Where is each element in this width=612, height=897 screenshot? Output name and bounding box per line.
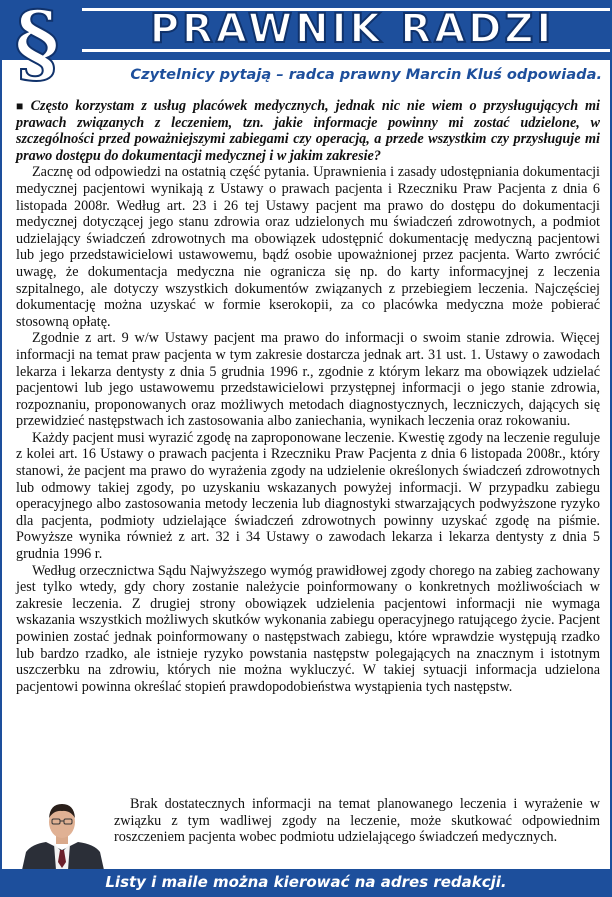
answer-paragraph: Zacznę od odpowiedzi na ostatnią część pytania. Uprawnienia i zasady udostępniania dokumentacji medycznej pacjentowi wynikają z Ustawy o prawach pacjenta i Rzeczniku Praw Pacjenta z dnia 6 listopada 2008r. Według art. 23 i 26 tej Ustawy pacjent ma prawo do dostępu do dokumentacji medycznej dotyczącej jego stanu zdrowia oraz udzielonych mu świadczeń zdrowotnych, a podmiot udzielający świadczeń zdrowotnych ma obowiązek udostępnić dokumentację medyczną pacjentowi lub jego przedstawicielowi ustawowemu, bądź osobie upoważnionej przez pacjenta. Warto zwrócić uwagę, że dokumentacja medyczna nie ogranicza się np. do karty informacyjnej z leczenia szpitalnego, ale dotyczy wszystkich dokumentów związanych z przebiegiem leczenia. Najczęściej dokumentację można uzyskać w formie kserokopii, za co placówka medyczna może pobierać stosowną opłatę. xyxy=(16,164,600,330)
masthead xyxy=(2,2,610,60)
footer-bar xyxy=(2,869,610,895)
closing-block xyxy=(114,796,600,846)
question-text: Często korzystam z usług placówek medycznych, jednak nic nie wiem o przysługujących mi prawach związanych z leczeniem, tzn. jakie informacje powinny mi zostać udzielone, w szczególności przed poważniejszymi zabiegami czy operacją, a przede wszystkim czy przysługuje mi prawo dostępu do dokumentacji medycznej i w jakim zakresie? xyxy=(16,98,600,164)
reader-question xyxy=(16,98,600,164)
section-sign-logo: § xyxy=(14,0,60,94)
footer-note: Listy i maile można kierować na adres redakcji. xyxy=(105,873,507,891)
answer-paragraph: Każdy pacjent musi wyrazić zgodę na zaproponowane leczenie. Kwestię zgody na leczenie reguluje z kolei art. 16 Ustawy o prawach pacjenta i Rzeczniku Praw Pacjenta z dnia 6 listopada 2008r., który stanowi, że pacjent ma prawo do wyrażenia zgody na udzielenie określonych świadczeń zdrowotnych lub odmowy takiej zgody, po uzyskaniu wskazanych powyżej informacji. W przypadku zabiegu operacyjnego albo zastosowania metody leczenia lub diagnostyki stwarzających podwyższone ryzyko dla pacjenta, podmioty udzielające świadczeń zdrowotnych powinny uzyskać zgodę na piśmie. Powyższe wynika również z art. 32 i 34 Ustawy o zawodach lekarza i lekarza dentysty z dnia 5 grudnia 1996 r. xyxy=(16,429,600,563)
column-title: PRAWNIK RADZI xyxy=(149,6,555,52)
closing-paragraph: Brak dostatecznych informacji na temat planowanego leczenia i wyrażenie w związku z tym wadliwej zgody na leczenie, może skutkować odpowiednim roszczeniem pacjenta wobec podmiotu udzielającego świadczeń medycznych. xyxy=(114,796,600,846)
article-body xyxy=(16,98,600,695)
answer-paragraph: Według orzecznictwa Sądu Najwyższego wymóg prawidłowej zgody chorego na zabieg zachowany jest tylko wtedy, gdy chory zostanie należycie poinformowany o konkretnych możliwościach w zakresie leczenia. Z drugiej strony obowiązek udzielenia pacjentowi informacji nie wymaga wskazania wszystkich możliwych skutków wykonania zabiegu operacyjnego ratującego życie. Pacjent powinien zostać jednak poinformowany o następstwach zabiegu, które wprawdzie występują rzadko lub bardzo rzadko, ale istnieje ryzyko powstania następstw polegających na znacznym i istotnym uszczerbku na zdrowiu, których nie można wykluczyć. W takiej sytuacji informacja udzielona pacjentowi powinna określać stopień prawdopodobieństwa wystąpienia tych następstw. xyxy=(16,562,600,695)
square-bullet-icon: ■ xyxy=(16,99,27,113)
author-portrait-image xyxy=(16,800,108,870)
column-subtitle: Czytelnicy pytają – radca prawny Marcin Kluś odpowiada. xyxy=(130,66,602,83)
answer-paragraph: Zgodnie z art. 9 w/w Ustawy pacjent ma prawo do informacji o swoim stanie zdrowia. Więcej informacji na temat praw pacjenta w tym zakresie dostarcza jednak art. 31 ust. 1. Ustawy o zawodach lekarza i lekarza dentysty z dnia 5 grudnia 1996 r., zgodnie z którym lekarz ma obowiązek udzielać pacjentowi lub jego ustawowemu przedstawicielowi przystępnej informacji o jego stanie zdrowia, rozpoznaniu, proponowanych oraz możliwych metodach diagnostycznych, leczniczych, dających się przewidzieć następstwach ich zastosowania albo zaniechania, wynikach leczenia oraz rokowaniu. xyxy=(16,330,600,430)
author-photo xyxy=(16,800,108,870)
